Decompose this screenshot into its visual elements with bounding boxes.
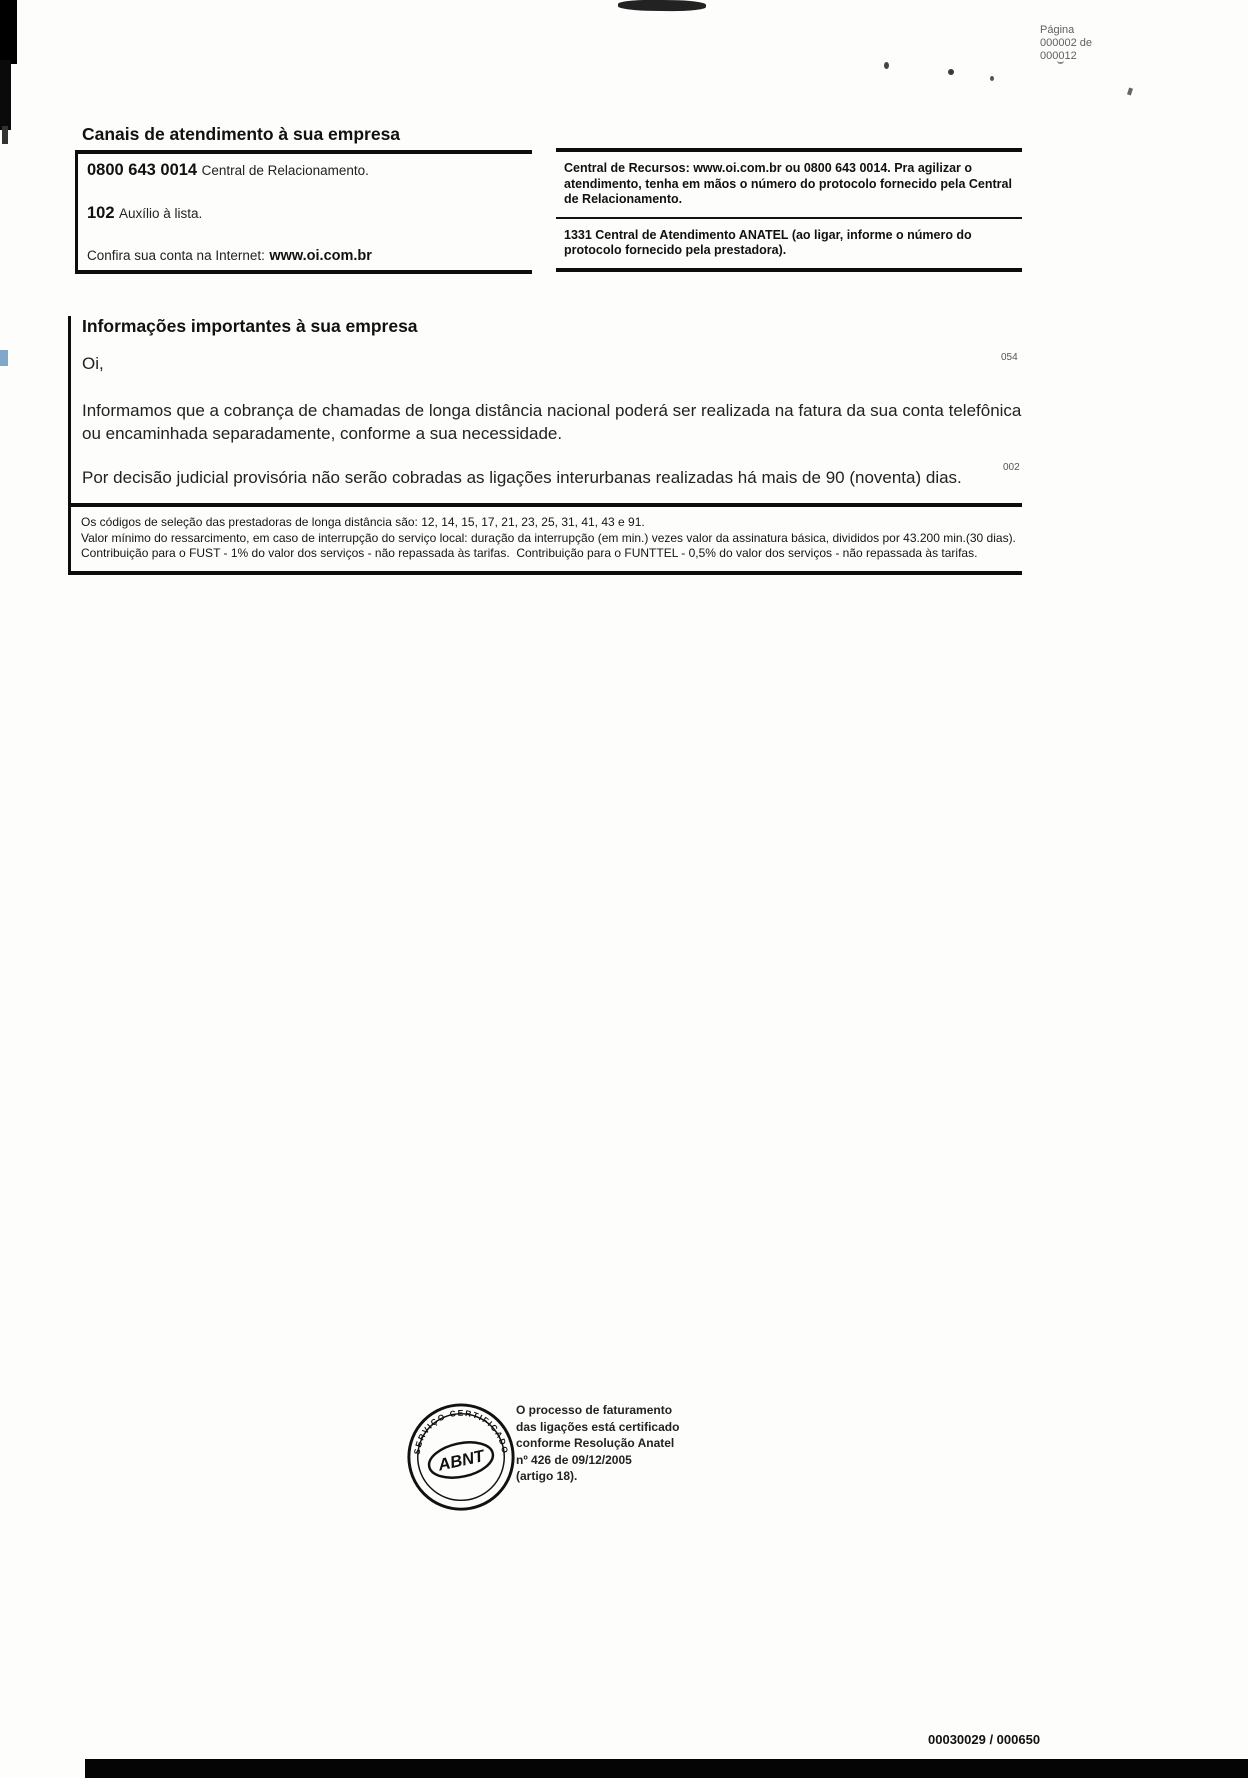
footnote-fust-funttel: Contribuição para o FUST - 1% do valor dos serviços - não repassada às tarifas. Contribuição para o FUNTTEL - 0,5% do valor dos serviços - não repassada às tarifas. bbox=[81, 546, 978, 560]
svg-text:SERVIÇO CERTIFICADO bbox=[412, 1408, 511, 1455]
seal-arc-text: SERVIÇO CERTIFICADO bbox=[411, 1407, 511, 1456]
page-label: Página bbox=[1040, 24, 1075, 36]
scan-artifact bbox=[0, 0, 17, 64]
page-value-line1: 000002 de bbox=[1040, 37, 1092, 49]
document-control-number: 00030029 / 000650 bbox=[928, 1732, 1041, 1747]
contact-row-internet bbox=[87, 247, 532, 265]
page-number-block bbox=[1040, 24, 1092, 63]
certification-text-block bbox=[516, 1402, 679, 1485]
certification-line: (artigo 18). bbox=[516, 1469, 578, 1483]
contact-row-directory bbox=[87, 204, 532, 223]
directory-assistance-number: 102 bbox=[87, 204, 115, 222]
scan-artifact bbox=[618, 0, 706, 11]
abnt-certification-seal bbox=[402, 1386, 520, 1534]
certification-line: nº 426 de 09/12/2005 bbox=[516, 1452, 632, 1467]
certification-line: das ligações está certificado bbox=[516, 1419, 680, 1434]
footnote-carrier-codes: Os códigos de seleção das prestadoras de longa distância são: 12, 14, 15, 17, 21, 23, 25, 31, 41, 43 e 91. bbox=[81, 515, 645, 529]
scan-artifact bbox=[1127, 88, 1133, 96]
anatel-paragraph: 1331 Central de Atendimento ANATEL (ao ligar, informe o número do protocolo fornecido pela prestadora). bbox=[564, 227, 972, 257]
message-code-1: 054 bbox=[1001, 352, 1018, 363]
footnote-refund-rule: Valor mínimo do ressarcimento, em caso de interrupção do serviço local: duração da interrupção (em min.) vezes valor da assinatura básica, divididos por 43.200 min.(30 dias). bbox=[81, 530, 1016, 545]
scan-artifact bbox=[884, 62, 889, 69]
relationship-center-number: 0800 643 0014 bbox=[87, 161, 198, 179]
important-info-title: Informações importantes à sua empresa bbox=[82, 316, 418, 336]
scan-artifact bbox=[0, 60, 11, 130]
seal-center-text: ABNT bbox=[436, 1446, 486, 1475]
contact-row-phone bbox=[87, 161, 532, 180]
relationship-center-label: Central de Relacionamento. bbox=[201, 163, 369, 178]
scan-artifact bbox=[0, 350, 8, 366]
message-code-2: 002 bbox=[1003, 462, 1020, 473]
directory-assistance-label: Auxílio à lista. bbox=[118, 206, 203, 221]
abnt-seal-icon bbox=[402, 1386, 520, 1534]
contact-channels-box bbox=[75, 150, 532, 274]
page-value-line2: 000012 bbox=[1040, 50, 1077, 62]
scan-artifact bbox=[990, 76, 994, 81]
important-info-section bbox=[68, 316, 1022, 504]
website-url: www.oi.com.br bbox=[269, 248, 372, 264]
certification-line: conforme Resolução Anatel bbox=[516, 1436, 675, 1450]
certification-line: O processo de faturamento bbox=[516, 1403, 673, 1417]
important-paragraph-2: Por decisão judicial provisória não serão cobradas as ligações interurbanas realizadas há mais de 90 (noventa) dias. bbox=[82, 468, 962, 487]
resources-paragraph: Central de Recursos: www.oi.com.br ou 0800 643 0014. Pra agilizar o atendimento, tenha em mãos o número do protocolo fornecido pela Central de Relacionamento. bbox=[564, 161, 1012, 206]
scan-artifact-bottom-strip bbox=[85, 1759, 1248, 1778]
footnotes-box bbox=[68, 503, 1022, 575]
contact-section-title: Canais de atendimento à sua empresa bbox=[82, 124, 401, 144]
scan-artifact bbox=[948, 69, 954, 75]
resources-box bbox=[556, 148, 1022, 272]
important-paragraph-1: Informamos que a cobrança de chamadas de longa distância nacional poderá ser realizada na fatura da sua conta telefônica ou encaminhada separadamente, conforme a sua necessidade. bbox=[82, 401, 1022, 443]
internet-label: Confira sua conta na Internet: bbox=[87, 248, 265, 263]
scan-artifact bbox=[2, 126, 8, 144]
greeting-text: Oi, bbox=[82, 354, 104, 373]
